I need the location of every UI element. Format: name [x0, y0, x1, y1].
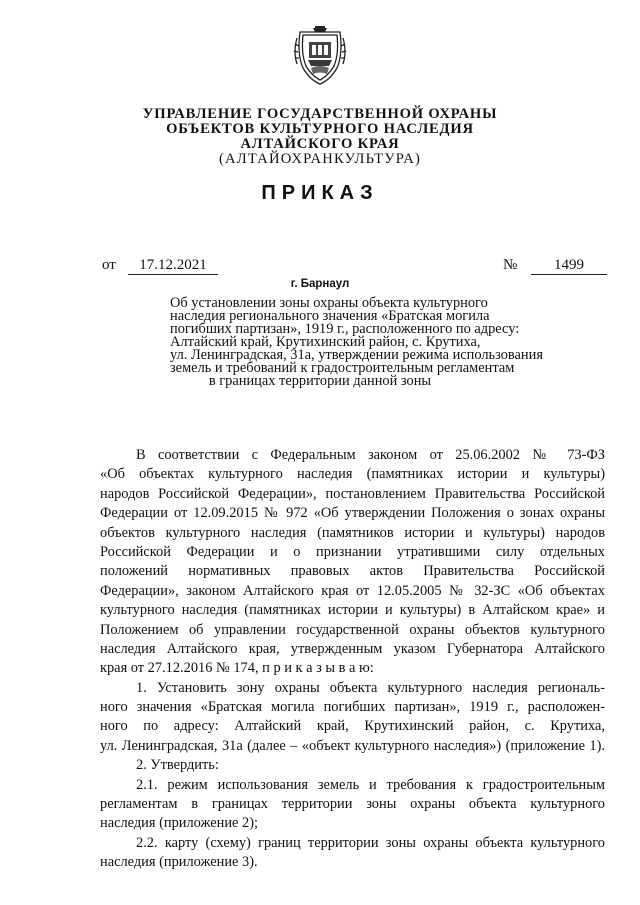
- body-line: 2.2. карту (схему) границ территории зоны охраны объекта культурного: [136, 834, 605, 851]
- organization-header: [140, 107, 500, 167]
- body-line: наследия (приложение 2);: [100, 815, 259, 832]
- subject-line: погибших партизан», 1919 г., расположенного по адресу:: [170, 321, 520, 337]
- body-line: 2.1. режим использования земель и требования к градостроительным: [136, 776, 605, 793]
- header-line-2: ОБЪЕКТОВ КУЛЬТУРНОГО НАСЛЕДИЯ: [166, 121, 474, 137]
- body-line: ного значения «Братская могила погибших партизан», 1919 г., расположен-: [100, 699, 605, 716]
- body-line: Федерации», законом Алтайского края от 12.05.2005 № 32-ЗС «Об объектах: [100, 582, 605, 599]
- document-number: 1499: [531, 256, 607, 275]
- document-body: [100, 446, 605, 873]
- body-line: наследия Алтайского края, утвержденным указом Губернатора Алтайского: [100, 640, 605, 657]
- altai-coat-of-arms-icon: [291, 24, 349, 86]
- body-line: 1. Установить зону охраны объекта культурного наследия региональ-: [136, 679, 605, 696]
- body-line: 2. Утвердить:: [136, 757, 219, 774]
- subject-line: в границах территории данной зоны: [208, 373, 432, 389]
- document-date: 17.12.2021: [128, 256, 218, 275]
- header-line-4: (АЛТАЙОХРАНКУЛЬТУРА): [218, 151, 422, 167]
- body-line: края от 27.12.2016 № 174, п р и к а з ы в а ю:: [100, 660, 374, 677]
- date-label: от: [102, 257, 116, 273]
- document-subject: [170, 295, 543, 389]
- body-line: положений нормативных правовых актов Правительства Российской: [100, 563, 605, 580]
- city-name: г. Барнаул: [290, 278, 350, 290]
- subject-line: Об установлении зоны охраны объекта культурного: [170, 295, 488, 311]
- number-label: №: [503, 257, 518, 273]
- subject-line: Алтайский край, Крутихинский район, с. Крутиха,: [170, 334, 481, 350]
- body-line: наследия (приложение 3).: [100, 854, 258, 871]
- body-line: народов Российской Федерации», постановлением Правительства Российской: [100, 485, 605, 502]
- body-line: Положением об управлении государственной охраны объектов культурного: [100, 621, 605, 638]
- header-line-1: УПРАВЛЕНИЕ ГОСУДАРСТВЕННОЙ ОХРАНЫ: [142, 106, 498, 122]
- body-line: ул. Ленинградская, 31а (далее – «объект культурного наследия») (приложение 1).: [100, 737, 605, 754]
- body-line: культурного наследия (памятниках истории и культуры) в Алтайском крае» и: [100, 602, 605, 619]
- body-line: В соответствии с Федеральным законом от 25.06.2002 № 73-ФЗ: [136, 447, 605, 463]
- body-line: Российской Федерации и о признании утратившими силу отдельных: [100, 543, 605, 560]
- body-line: ного по адресу: Алтайский край, Крутихинский район, с. Крутиха,: [100, 718, 605, 735]
- body-line: Федерации от 12.09.2015 № 972 «Об утверждении Положения о зонах охраны: [100, 505, 605, 522]
- subject-line: земель и требований к градостроительным регламентам: [170, 360, 515, 376]
- subject-line: наследия регионального значения «Братская могила: [170, 308, 490, 324]
- subject-line: ул. Ленинградская, 31а, утверждении режима использования: [170, 347, 543, 363]
- header-line-3: АЛТАЙСКОГО КРАЯ: [240, 136, 400, 152]
- document-title: ПРИКАЗ: [261, 182, 379, 204]
- body-line: регламентам в границах территории зоны охраны объекта культурного: [100, 796, 605, 813]
- body-line: «Об объектах культурного наследия (памятниках истории и культуры): [100, 466, 605, 483]
- body-line: объектов культурного наследия (памятников истории и культуры) народов: [100, 524, 605, 541]
